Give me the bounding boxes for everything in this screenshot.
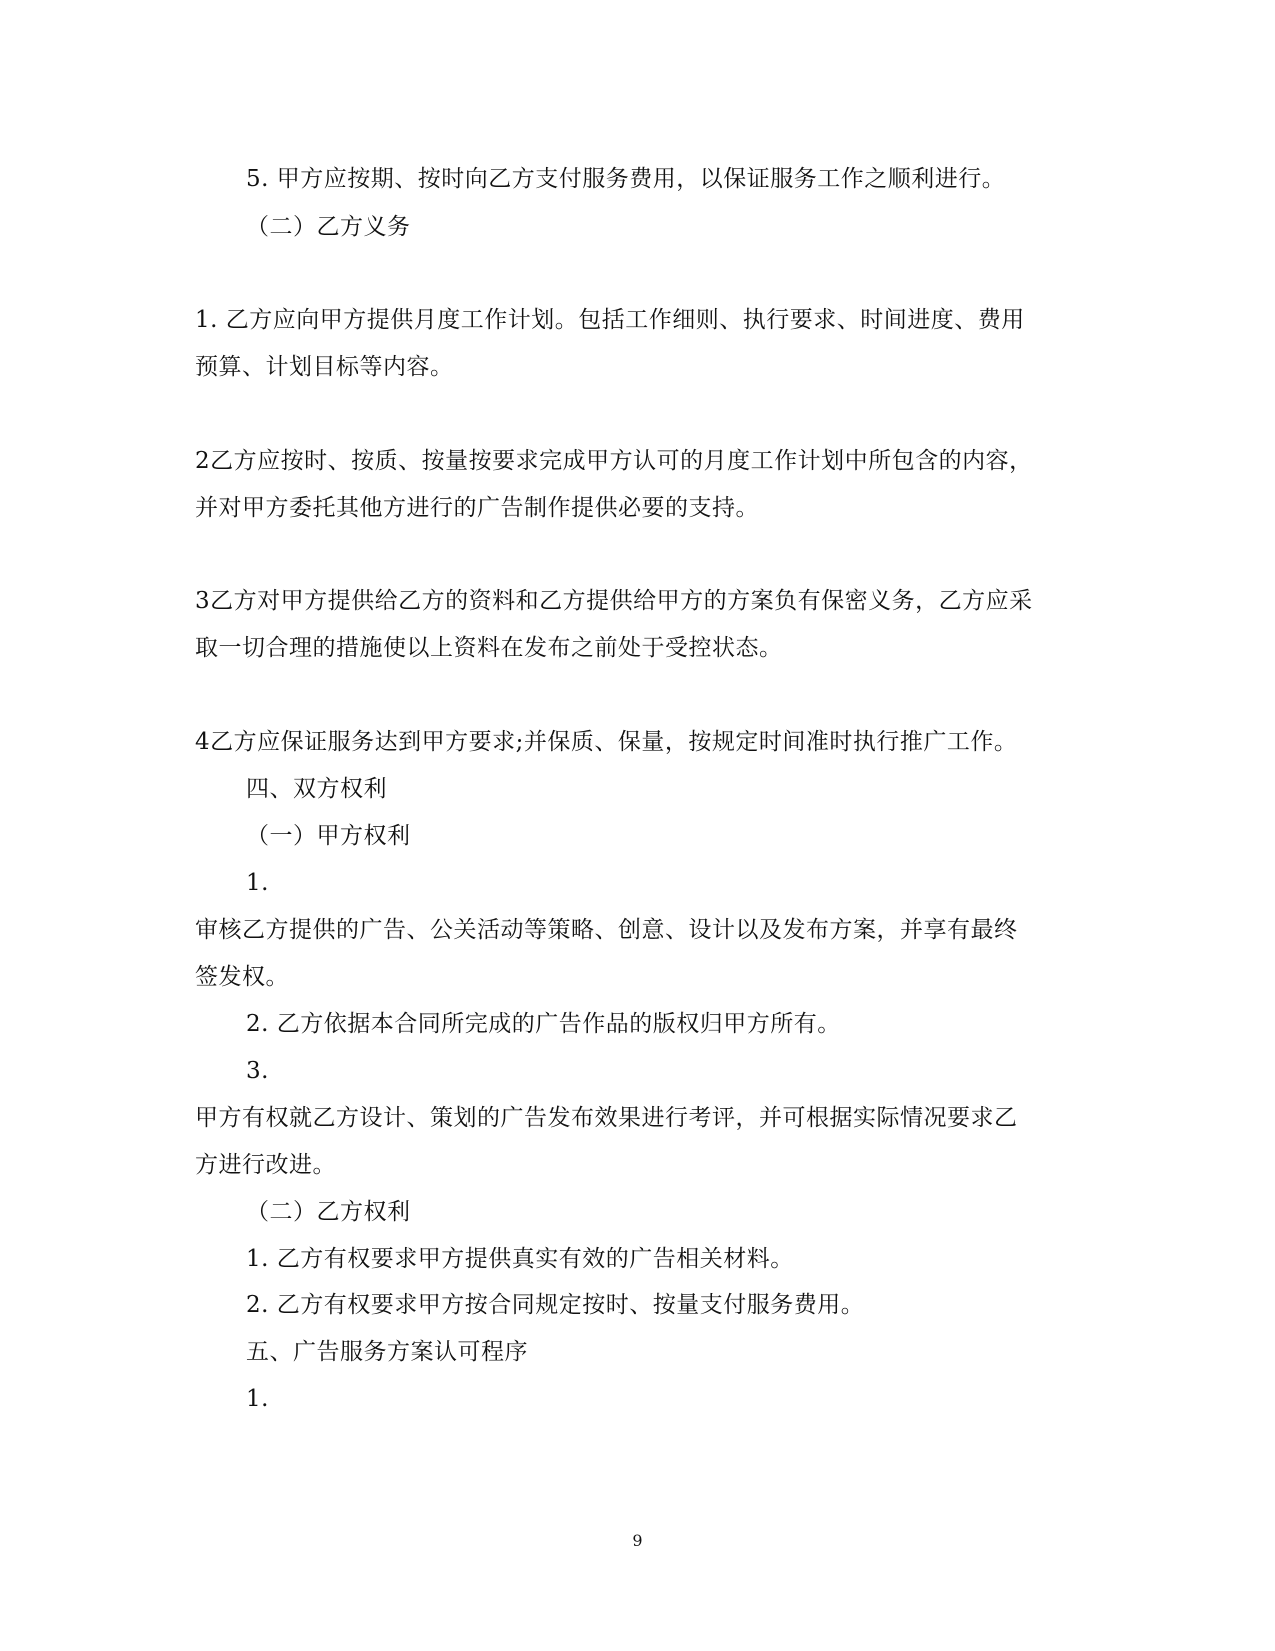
paragraph-line: 签发权。 xyxy=(195,964,289,990)
section-subheading: （一）甲方权利 xyxy=(246,823,411,849)
paragraph-line: 1. 乙方应向甲方提供月度工作计划。包括工作细则、执行要求、时间进度、费用 xyxy=(195,307,1025,333)
paragraph-line: 3乙方对甲方提供给乙方的资料和乙方提供给甲方的方案负有保密义务，乙方应采 xyxy=(195,588,1033,614)
section-subheading: （二）乙方义务 xyxy=(246,214,411,240)
paragraph-line: 5. 甲方应按期、按时向乙方支付服务费用，以保证服务工作之顺利进行。 xyxy=(246,166,1006,192)
list-number: 1. xyxy=(246,1386,269,1412)
paragraph-line: 1. 乙方有权要求甲方提供真实有效的广告相关材料。 xyxy=(246,1246,794,1272)
paragraph-line: 甲方有权就乙方设计、策划的广告发布效果进行考评，并可根据实际情况要求乙 xyxy=(195,1105,1018,1131)
paragraph-line: 预算、计划目标等内容。 xyxy=(195,354,454,380)
paragraph-line: 取一切合理的措施使以上资料在发布之前处于受控状态。 xyxy=(195,635,783,661)
paragraph-line: 2. 乙方有权要求甲方按合同规定按时、按量支付服务费用。 xyxy=(246,1292,865,1318)
section-heading: 四、双方权利 xyxy=(246,776,387,802)
paragraph-line: 审核乙方提供的广告、公关活动等策略、创意、设计以及发布方案，并享有最终 xyxy=(195,917,1018,943)
paragraph-line: 并对甲方委托其他方进行的广告制作提供必要的支持。 xyxy=(195,495,759,521)
paragraph-line: 4乙方应保证服务达到甲方要求;并保质、保量，按规定时间准时执行推广工作。 xyxy=(195,729,1018,755)
paragraph-line: 2. 乙方依据本合同所完成的广告作品的版权归甲方所有。 xyxy=(246,1011,841,1037)
section-subheading: （二）乙方权利 xyxy=(246,1199,411,1225)
paragraph-line: 2乙方应按时、按质、按量按要求完成甲方认可的月度工作计划中所包含的内容， xyxy=(195,448,1033,474)
page-number: 9 xyxy=(632,1531,643,1550)
section-heading: 五、广告服务方案认可程序 xyxy=(246,1339,528,1365)
paragraph-line: 方进行改进。 xyxy=(195,1152,336,1178)
list-number: 3. xyxy=(246,1058,269,1084)
list-number: 1. xyxy=(246,870,269,896)
